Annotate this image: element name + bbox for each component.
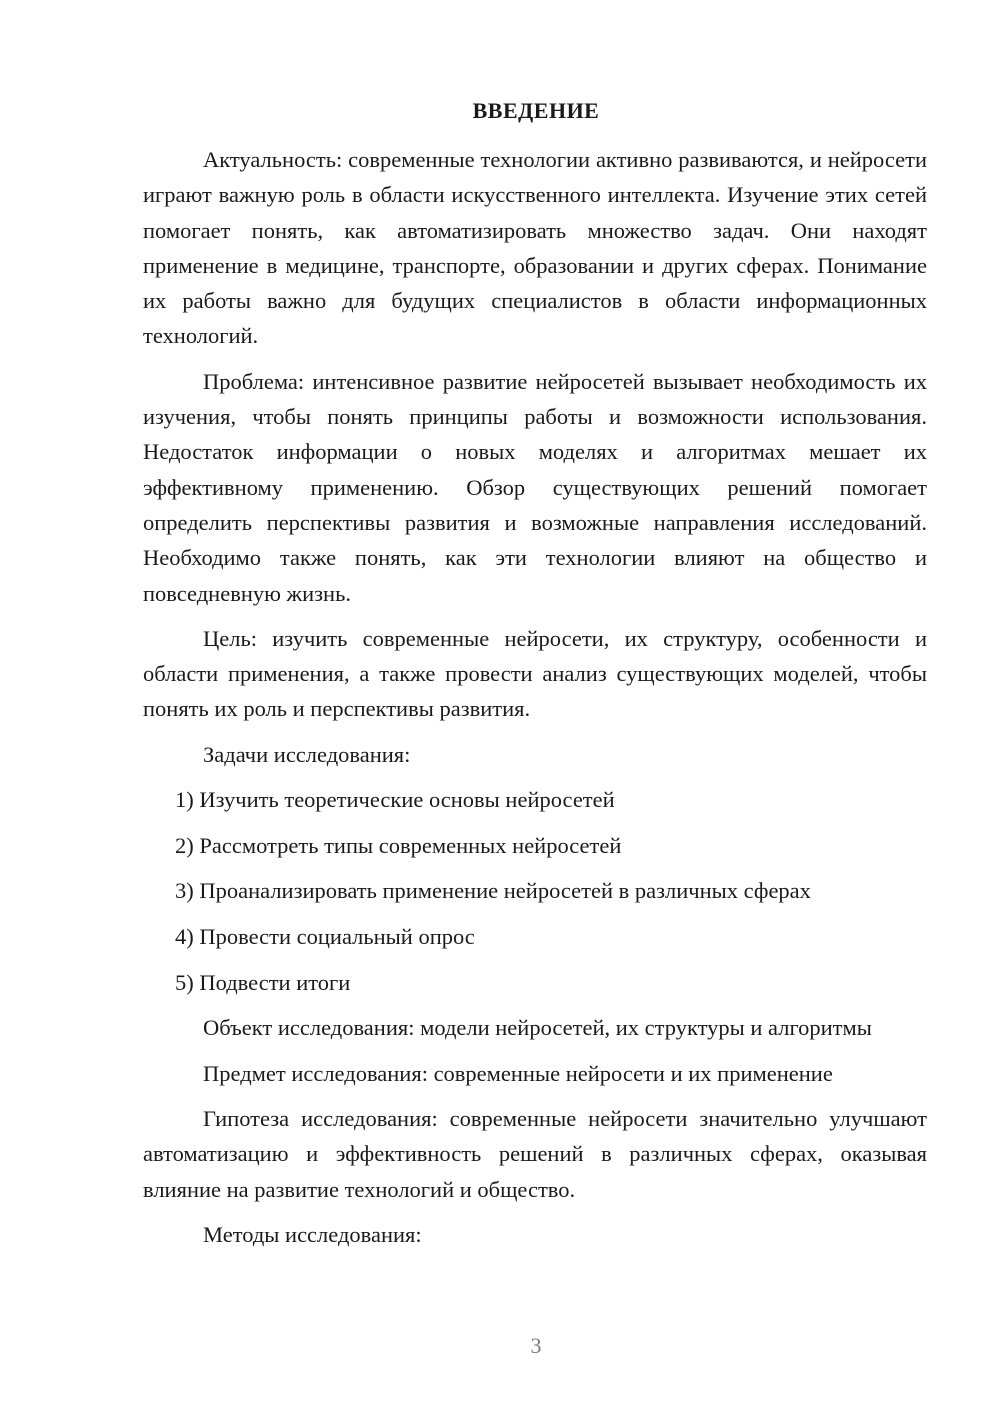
goal-paragraph: Цель: изучить современные нейросети, их структуру, особенности и области применения, а также провести анализ существующих моделей, чтобы понять их роль и перспективы развития. xyxy=(143,625,927,722)
list-item: 1) Изучить теоретические основы нейросетей xyxy=(175,787,615,813)
hypothesis-paragraph: Гипотеза исследования: современные нейросети значительно улучшают автоматизацию и эффективность решений в различных сферах, оказывая влияние на развитие технологий и общество. xyxy=(143,1106,927,1202)
problem-paragraph: Проблема: интенсивное развитие нейросетей вызывает необходимость их изучения, чтобы понять принципы работы и возможности использования. Недостаток информации о новых моделях и алгоритмах мешает их эффективному применению. Обзор существующих решений помогает определить перспективы развития и возможные направления исследований. Необходимо также понять, как эти технологии влияют на общество и повседневную жизнь. xyxy=(143,368,927,606)
page-title: ВВЕДЕНИЕ xyxy=(472,98,600,123)
subject-paragraph: Предмет исследования: современные нейросети и их применение xyxy=(203,1060,833,1086)
tasks-heading: Задачи исследования: xyxy=(203,741,411,767)
tasks-list xyxy=(143,782,927,1000)
list-item: 4) Провести социальный опрос xyxy=(175,924,475,950)
relevance-paragraph: Актуальность: современные технологии активно развиваются, и нейросети играют важную роль в области искусственного интеллекта. Изучение этих сетей помогает понять, как автоматизировать множество задач. Они находят применение в медицине, транспорте, образовании и других сферах. Понимание их работы важно для будущих специалистов в области информационных технологий. xyxy=(143,147,927,349)
document-body xyxy=(143,142,927,1262)
page-number: 3 xyxy=(530,1333,542,1358)
list-item: 2) Рассмотреть типы современных нейросетей xyxy=(175,832,622,858)
object-paragraph: Объект исследования: модели нейросетей, их структуры и алгоритмы xyxy=(203,1015,872,1041)
list-item: 3) Проанализировать применение нейросетей в различных сферах xyxy=(175,878,811,904)
methods-heading: Методы исследования: xyxy=(203,1221,422,1247)
list-item: 5) Подвести итоги xyxy=(175,969,351,995)
